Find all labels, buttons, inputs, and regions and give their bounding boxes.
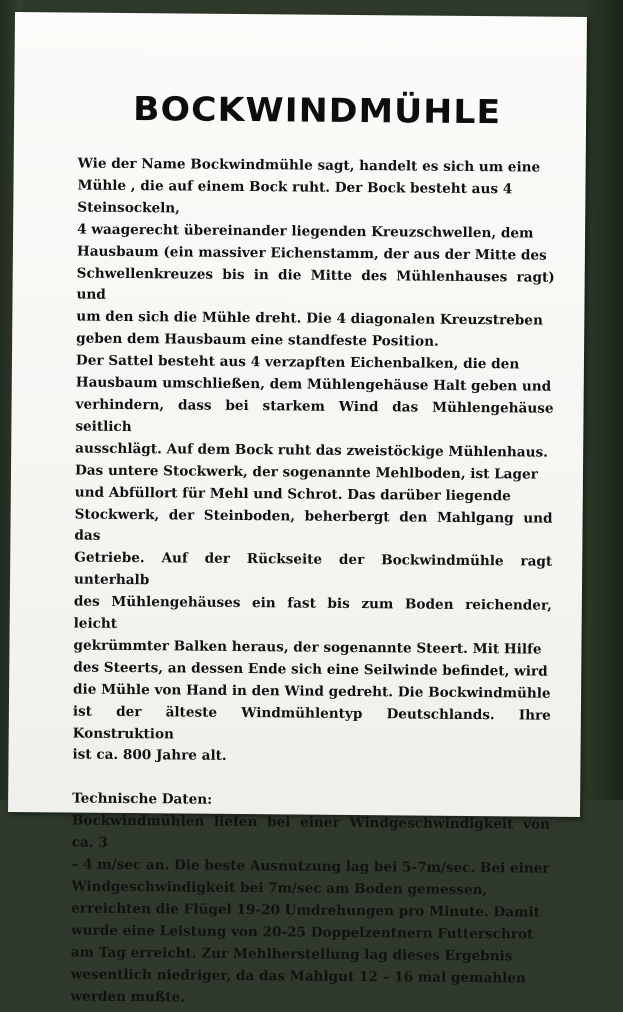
text-line: geben dem Hausbaum eine standfeste Position. (76, 330, 439, 350)
text-line: Stockwerk, der Steinboden, beherbergt den Mahlgang und das (74, 506, 553, 545)
text-line: Getriebe. Auf der Rückseite der Bockwindmühle ragt unterhalb (73, 549, 553, 589)
text-line: des Steerts, an dessen Ende sich eine Seilwinde befindet, wird (73, 659, 548, 680)
text-line: ist ca. 800 Jahre alt. (72, 746, 227, 765)
text-line: Hausbaum (ein massiver Eichenstamm, der aus der Mitte des (76, 243, 547, 264)
text-line: Schwellenkreuzes bis in die Mitte des Mühlenhauses ragt) und (76, 265, 555, 304)
text-line: wurde eine Leistung von 20-25 Doppelzentnern Futterschrot (70, 922, 534, 943)
text-line: Bockwindmühlen liefen bei einer Windgeschwindigkeit von ca. 3 (71, 812, 550, 852)
technical-data-paragraph (70, 811, 550, 1012)
text-line: – 4 m/sec an. Die beste Ausnutzung lag bei 5-7m/sec. Bei einer (71, 856, 550, 877)
text-line: 4 waagerecht übereinander liegenden Kreuzschwellen, dem (77, 221, 534, 242)
text-line: Steinsockeln, (77, 199, 181, 217)
text-line: ausschlägt. Auf dem Bock ruht das zweistöckige Mühlenhaus. (75, 440, 548, 461)
description-paragraph (72, 154, 555, 772)
text-line: Der Sattel besteht aus 4 verzapften Eichenbalken, die den (75, 352, 520, 373)
text-line: gekrümmter Balken heraus, der sogenannte Steert. Mit Hilfe (73, 637, 542, 658)
text-line: erreichten die Flügel 19-20 Umdrehungen pro Minute. Damit (71, 900, 540, 921)
text-line: verhindern, dass bei starkem Wind das Mühlengehäuse seitlich (75, 396, 554, 435)
sign-title: BOCKWINDMÜHLE (132, 89, 502, 132)
text-line: die Mühle von Hand in den Wind gedreht. Die Bockwindmühle (73, 681, 551, 702)
text-line: Mühle , die auf einem Bock ruht. Der Bock besteht aus 4 (77, 177, 513, 198)
text-line: und Abfüllort für Mehl und Schrot. Das darüber liegende (74, 484, 511, 504)
text-line: des Mühlengehäuses ein fast bis zum Boden reichender, leicht (73, 593, 552, 632)
text-line: Hausbaum umschließen, dem Mühlengehäuse Halt geben und (75, 374, 552, 395)
text-line: Wie der Name Bockwindmühle sagt, handelt es sich um eine (77, 155, 541, 176)
info-sign-board (8, 12, 587, 1006)
text-line: am Tag erreicht. Zur Mehlherstellung lag dieses Ergebnis (70, 944, 513, 965)
text-line: Windgeschwindigkeit bei 7m/sec am Boden gemessen, (71, 878, 488, 899)
text-line: Das untere Stockwerk, der sogenannte Mehlboden, ist Lager (74, 462, 538, 483)
text-line: um den sich die Mühle dreht. Die 4 diagonalen Kreuzstreben (76, 308, 543, 329)
technical-data-heading: Technische Daten: (72, 790, 213, 809)
text-line: ist der älteste Windmühlentyp Deutschlands. Ihre Konstruktion (72, 703, 551, 742)
text-line: wesentlich niedriger, da das Mahlgut 12 – 16 mal gemahlen (70, 966, 526, 987)
text-line: werden mußte. (70, 988, 186, 1006)
background-right-edge (583, 0, 623, 800)
